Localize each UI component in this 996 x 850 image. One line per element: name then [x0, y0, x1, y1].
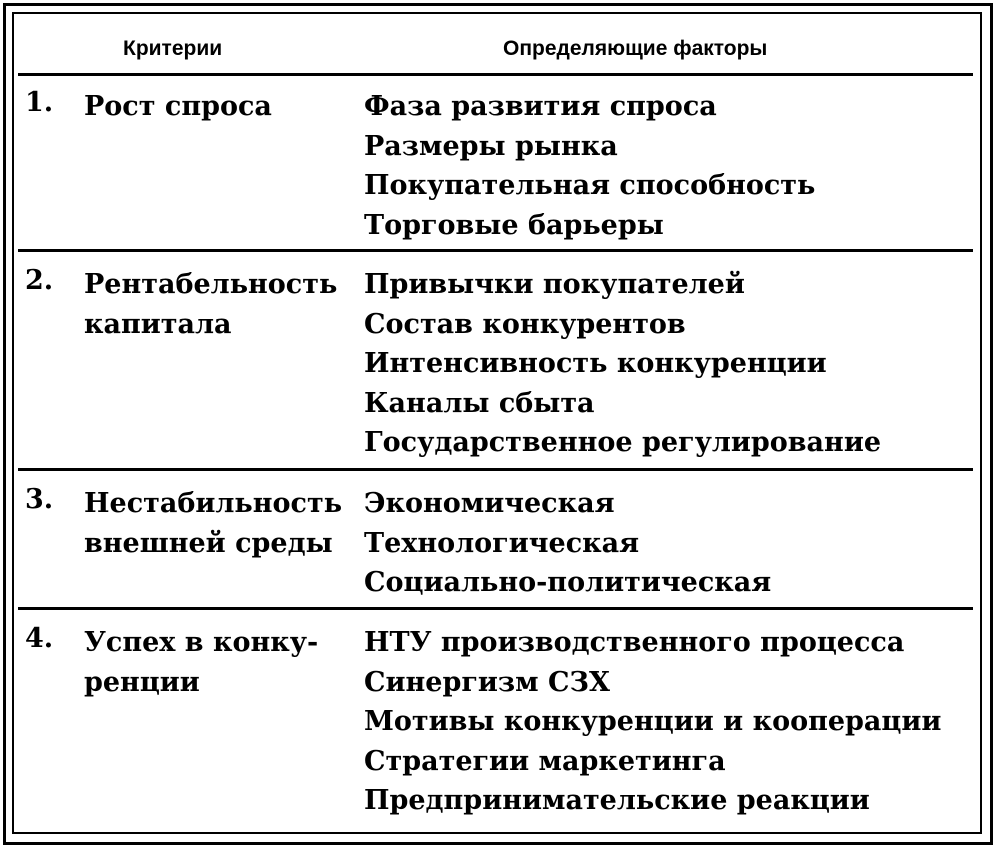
factor-item: Экономическая [364, 488, 615, 519]
header-divider [18, 73, 973, 76]
row-1-factors [364, 87, 815, 245]
row-4-factors [364, 623, 941, 821]
row-4-number: 4. [25, 623, 54, 654]
row-4-criterion-line: Успех в конку- [84, 627, 319, 658]
row-1-number: 1. [25, 87, 54, 118]
factor-item: Стратегии маркетинга [364, 745, 726, 777]
factor-item: НТУ производственного процесса [364, 627, 905, 658]
factor-item: Торговые барьеры [364, 209, 664, 241]
factor-item: Технологическая [364, 527, 640, 559]
factor-item: Интенсивность конкуренции [364, 348, 827, 379]
factor-item: Государственное регулирование [364, 427, 882, 458]
row-3-criterion [84, 484, 342, 564]
header-factors: Определяющие факторы [503, 37, 768, 60]
factor-item: Привычки покупателей [364, 269, 745, 300]
factor-item: Предпринимательские реакции [364, 785, 870, 816]
row-2-number: 2. [25, 265, 54, 296]
factor-item: Мотивы конкуренции и кооперации [364, 706, 942, 737]
header-criteria: Критерии [123, 37, 223, 60]
row-3-factors [364, 484, 771, 603]
factor-item: Размеры рынка [364, 130, 618, 162]
factor-item: Синергизм СЗХ [364, 666, 610, 698]
row-4-criterion-line: ренции [84, 667, 200, 698]
row-2-factors [364, 265, 881, 463]
row-3-criterion-line: внешней среды [84, 528, 333, 559]
row-3-criterion-line: Нестабильность [84, 488, 343, 519]
row-1-criterion [84, 87, 272, 127]
row-divider [18, 468, 973, 471]
factor-item: Состав конкурентов [364, 308, 686, 340]
row-1-criterion-line: Рост спроса [84, 91, 272, 122]
factor-item: Каналы сбыта [364, 387, 595, 419]
row-3-number: 3. [25, 484, 54, 515]
row-2-criterion-line: капитала [84, 309, 232, 340]
factor-item: Покупательная способность [364, 170, 816, 201]
row-2-criterion [84, 265, 337, 345]
row-divider [18, 607, 973, 610]
factor-item: Фаза развития спроса [364, 91, 717, 122]
row-divider [18, 249, 973, 252]
row-4-criterion [84, 623, 318, 703]
factor-item: Социально-политическая [364, 567, 772, 598]
row-2-criterion-line: Рентабельность [84, 269, 338, 300]
